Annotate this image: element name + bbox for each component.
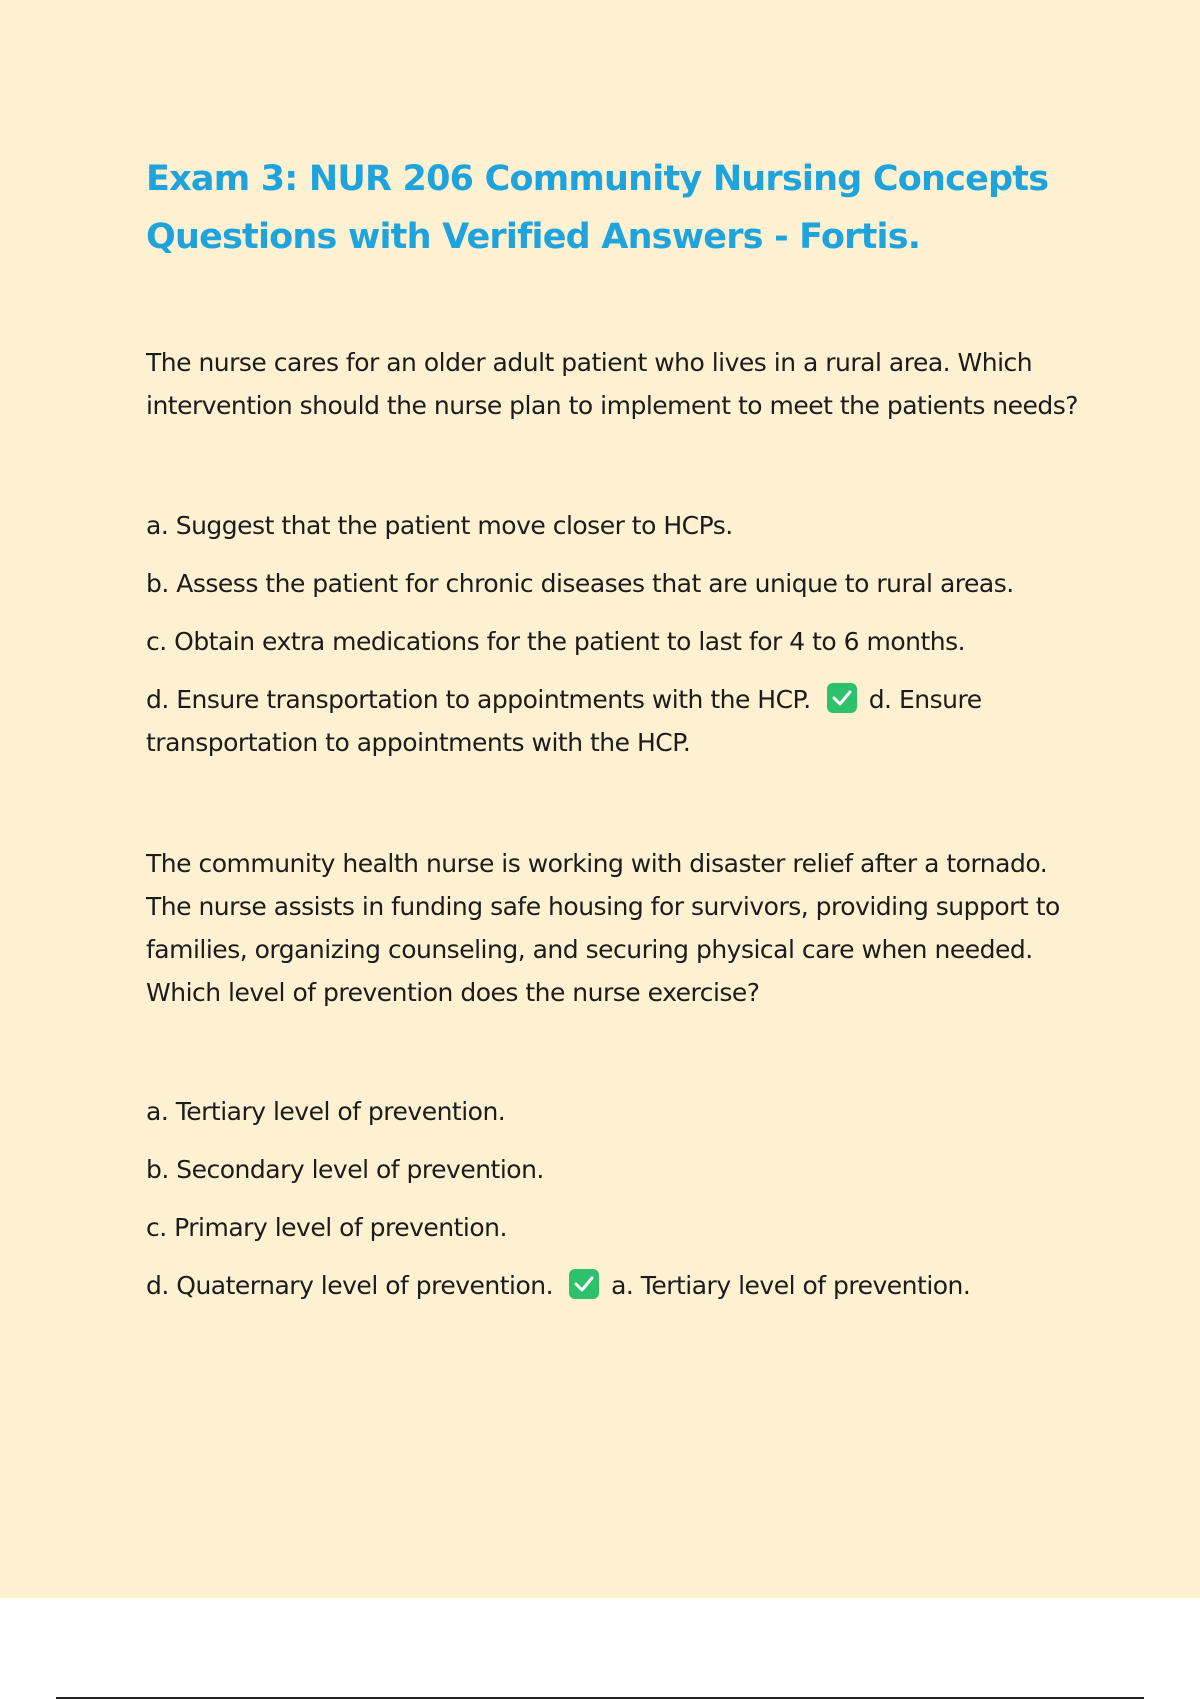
question-1-option-c: c. Obtain extra medications for the patient to last for 4 to 6 months. [146,627,966,656]
checkmark-icon [827,683,857,713]
question-1-option-a: a. Suggest that the patient move closer to HCPs. [146,511,733,540]
spacer [146,764,1096,842]
question-1-options [146,504,1096,764]
question-2-option-d-with-answer [146,1264,1096,1307]
question-1-answer: d. Ensure transportation to appointments with the HCP. [146,685,982,757]
checkmark-icon [569,1269,599,1299]
question-1-option-d: d. Ensure transportation to appointments with the HCP. [146,685,811,714]
question-2-option-d: d. Quaternary level of prevention. [146,1271,554,1300]
document-title: Exam 3: NUR 206 Community Nursing Concepts Questions with Verified Answers - Fortis. [146,159,1049,257]
question-1-option-d-with-answer [146,678,1096,764]
question-2-answer: a. Tertiary level of prevention. [611,1271,971,1300]
question-2-option-a: a. Tertiary level of prevention. [146,1097,506,1126]
question-2-option-b: b. Secondary level of prevention. [146,1155,544,1184]
question-1-option-b: b. Assess the patient for chronic diseases that are unique to rural areas. [146,569,1014,598]
question-2-option-c: c. Primary level of prevention. [146,1213,507,1242]
footer-divider [56,1697,1144,1699]
question-2-text: The community health nurse is working with disaster relief after a tornado. The nurse assists in funding safe housing for survivors, providing support to families, organizing counseling, and securing physical care when needed. Which level of prevention does the nurse exercise? [146,849,1060,1007]
question-1-text: The nurse cares for an older adult patient who lives in a rural area. Which intervention should the nurse plan to implement to meet the patients needs? [146,348,1079,420]
document-content [146,150,1096,1307]
question-2-options [146,1090,1096,1307]
